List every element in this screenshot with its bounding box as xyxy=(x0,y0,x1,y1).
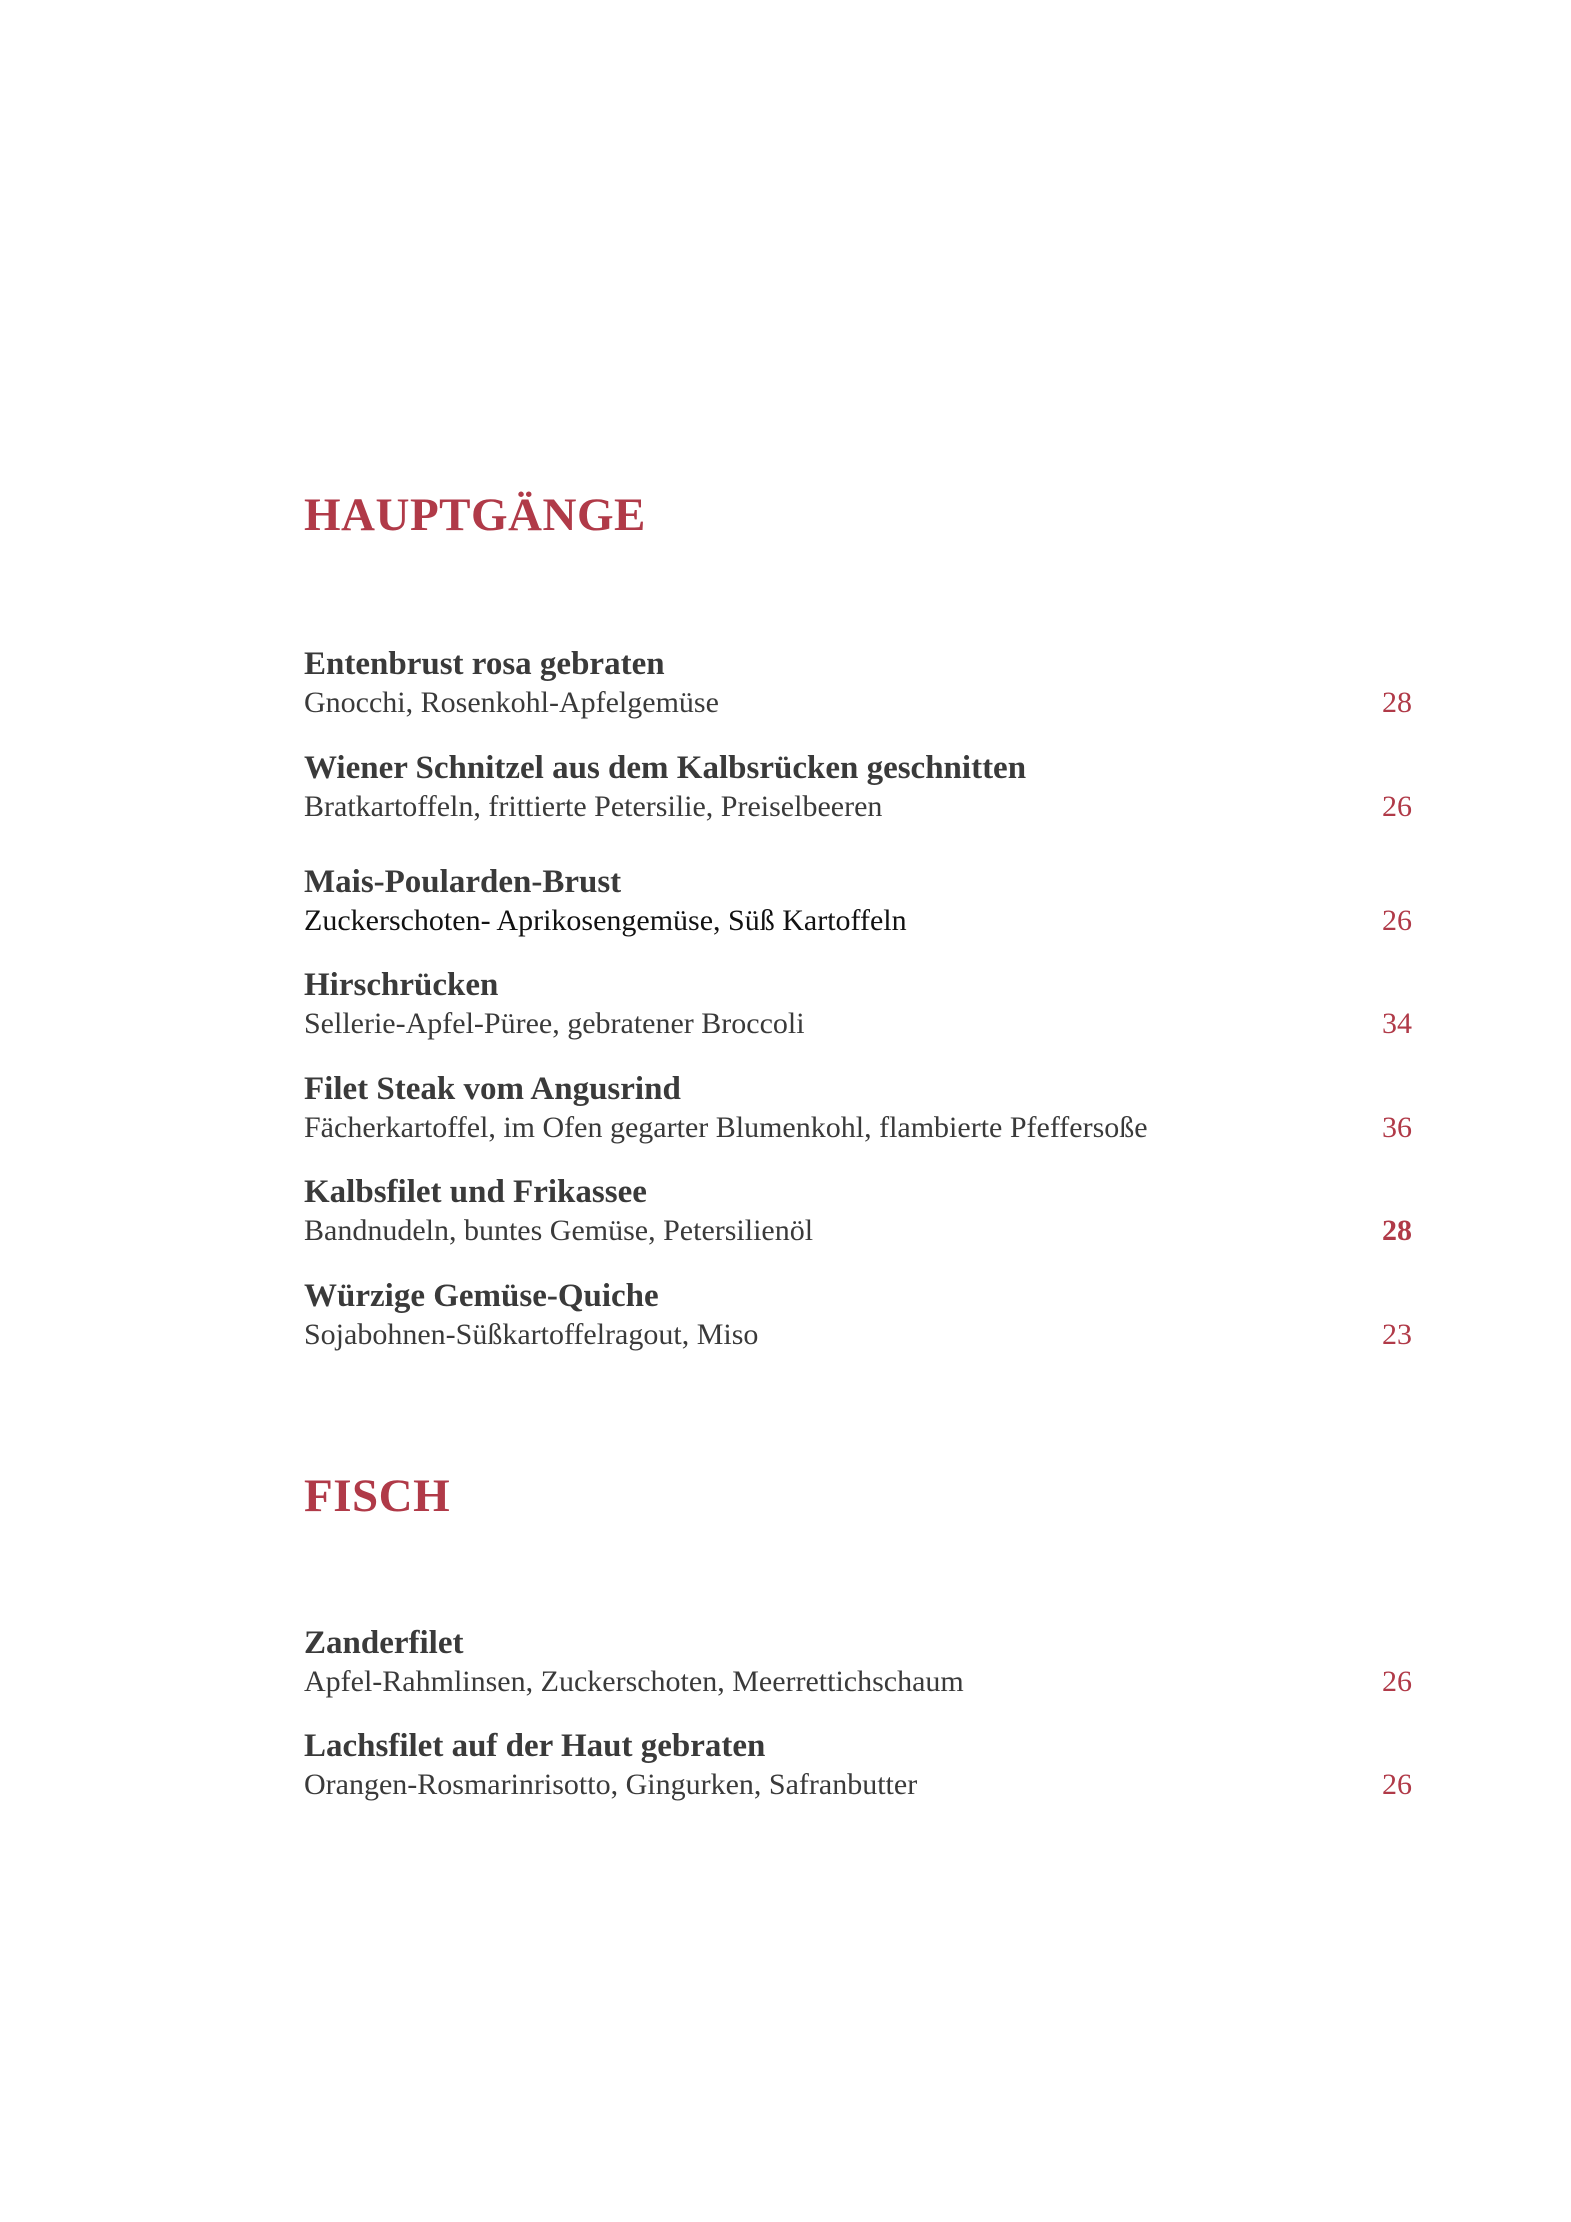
dish-name: Filet Steak vom Angusrind xyxy=(304,1071,681,1107)
dish-description-row xyxy=(304,1212,1412,1250)
dish-description-row xyxy=(304,1316,1412,1354)
dish-name: Lachsfilet auf der Haut gebraten xyxy=(304,1728,766,1764)
dish-price: 23 xyxy=(1382,1318,1412,1351)
dish-name: Mais-Poularden-Brust xyxy=(304,864,622,900)
dish-description-row xyxy=(304,1005,1412,1043)
dish-description: Fächerkartoffel, im Ofen gegarter Blumenkohl, flambierte Pfeffersoße xyxy=(304,1111,1148,1144)
dish-price: 28 xyxy=(1382,686,1412,719)
menu-item xyxy=(304,862,1412,940)
dish-price: 26 xyxy=(1382,1665,1412,1698)
section-title-hauptgaenge: HAUPTGÄNGE xyxy=(304,489,646,541)
dish-price: 26 xyxy=(1382,790,1412,823)
dish-description-row xyxy=(304,1109,1412,1147)
dish-name: Entenbrust rosa gebraten xyxy=(304,646,665,682)
menu-item xyxy=(304,1172,1412,1250)
dish-description: Bratkartoffeln, frittierte Petersilie, Preiselbeeren xyxy=(304,790,883,823)
dish-price: 36 xyxy=(1382,1111,1412,1144)
dish-price: 28 xyxy=(1382,1214,1412,1247)
section-title-fisch: FISCH xyxy=(304,1470,451,1522)
dish-description: Sojabohnen-Süßkartoffelragout, Miso xyxy=(304,1318,759,1351)
menu-item xyxy=(304,644,1412,722)
dish-name: Würzige Gemüse-Quiche xyxy=(304,1278,659,1314)
dish-description-row xyxy=(304,684,1412,722)
dish-description: Gnocchi, Rosenkohl-Apfelgemüse xyxy=(304,686,719,719)
menu-item xyxy=(304,1276,1412,1354)
menu-item xyxy=(304,965,1412,1043)
dish-name: Hirschrücken xyxy=(304,967,499,1003)
dish-description-row xyxy=(304,902,1412,940)
menu-item xyxy=(304,1069,1412,1147)
dish-price: 34 xyxy=(1382,1007,1412,1040)
dish-description-row xyxy=(304,1766,1412,1804)
dish-name: Zanderfilet xyxy=(304,1625,464,1661)
dish-description: Zuckerschoten- Aprikosengemüse, Süß Kartoffeln xyxy=(304,904,907,937)
dish-description: Orangen-Rosmarinrisotto, Gingurken, Safranbutter xyxy=(304,1768,918,1801)
menu-item xyxy=(304,748,1412,826)
dish-price: 26 xyxy=(1382,1768,1412,1801)
dish-name: Wiener Schnitzel aus dem Kalbsrücken geschnitten xyxy=(304,750,1027,786)
dish-description: Sellerie-Apfel-Püree, gebratener Broccoli xyxy=(304,1007,805,1040)
dish-description: Bandnudeln, buntes Gemüse, Petersilienöl xyxy=(304,1214,814,1247)
dish-price: 26 xyxy=(1382,904,1412,937)
dish-description-row xyxy=(304,1663,1412,1701)
menu-item xyxy=(304,1623,1412,1701)
dish-description-row xyxy=(304,788,1412,826)
menu-item xyxy=(304,1726,1412,1804)
dish-description: Apfel-Rahmlinsen, Zuckerschoten, Meerrettichschaum xyxy=(304,1665,964,1698)
dish-name: Kalbsfilet und Frikassee xyxy=(304,1174,647,1210)
